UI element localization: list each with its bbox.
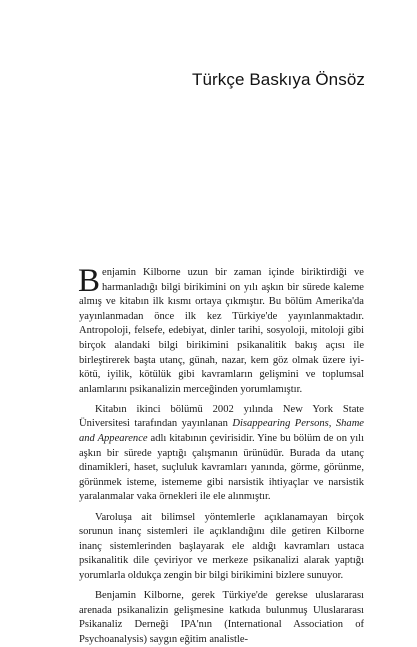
paragraph-2 bbox=[79, 403, 364, 505]
paragraph-2-text-after: adlı kitabının çevirisidir. Yine bu bölüm de on yılı aşkın bir sürede yaptığı çalışmanın ürünüdür. Burada da utanç dinamikleri, haset, suçluluk kavramları yanında, görme, görünme, görünmek isteme, istememe gibi narsistik ihtiyaçlar ve narsistik yaralanmalar vaka örnekleri ile ele alınmıştır. bbox=[79, 433, 364, 503]
paragraph-2-text-before: Kitabın ikinci bölümü 2002 yılında New York State Üniversitesi tarafından yayınlanan bbox=[79, 403, 364, 430]
page-title: Türkçe Baskıya Önsöz bbox=[191, 70, 365, 89]
paragraph-4: Benjamin Kilborne, gerek Türkiye'de gerekse uluslararası arenada psikanalizin gelişmesine katkıda bulunmuş Uluslararası Psikanaliz Derneği IPA'nın (International Association of Psychoanalysis) saygın eğitim analistle- bbox=[79, 589, 364, 645]
paragraph-1-text: enjamin Kilborne uzun bir zaman içinde biriktirdiği ve harmanladığı bilgi birikimini on yılı aşkın bir sürede kaleme almış ve kitabın ilk kısmı ortaya çıkmıştır. Bu bölüm Amerika'da yayınlanmadan önce ilk kez Türkiye'de yayınlanmaktadır. Antropoloji, felsefe, edebiyat, dinler tarihi, sosyoloji, mitoloji gibi birçok alandaki bilgi birikimini psikanalitik bakış açısı ile birleştirerek başta utanç, günah, nazar, kem göz olmak üzere iyi-kötü, iyilik, kötülük gibi kavramların gelişmini ve toplumsal anlamlarını psikanalizin merceğinden yorumlamıştır. bbox=[79, 267, 364, 395]
body-text bbox=[78, 263, 364, 647]
drop-cap-letter: B bbox=[78, 263, 101, 299]
book-title-italic: Disappearing Persons, Shame and Appearence bbox=[79, 418, 364, 445]
paragraph-1 bbox=[78, 263, 364, 397]
paragraph-3: Varoluşa ait bilimsel yöntemlerle açıklanamayan birçok sorunun inanç sistemleri ile açıklandığını dile getiren Kilborne inanç sistemlerinden başlayarak ele aldığı kavramları ustaca psikanalitik dile çeviriyor ve merkeze psikanalizi alarak yaptığı yorumlarla oldukça zengin bir bilgi birikimini bizlere sunuyor. bbox=[79, 511, 364, 581]
